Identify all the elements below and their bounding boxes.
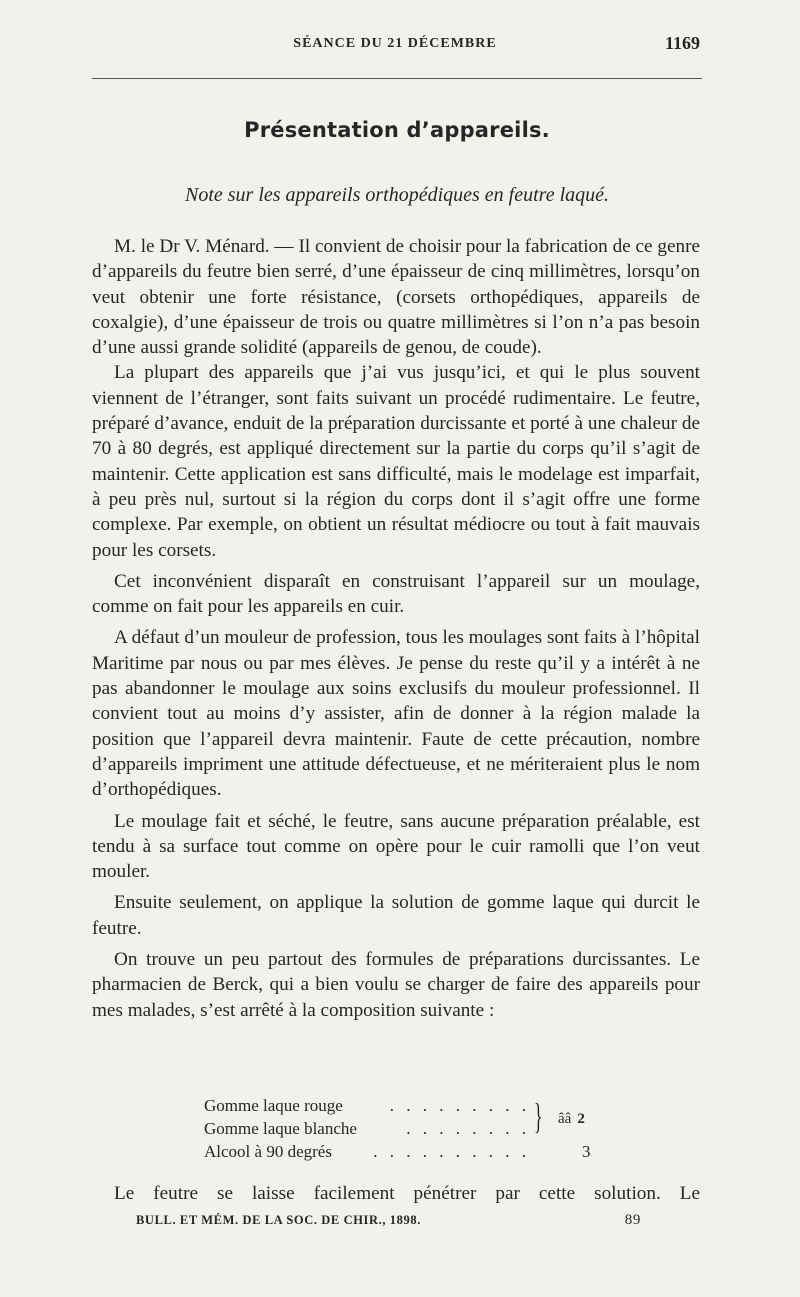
sheet-number: 89: [624, 1212, 641, 1228]
ingredient-name: Gomme laque rouge: [204, 1094, 349, 1117]
header-rule: [92, 78, 702, 79]
leader-dots: . . . . . . . .: [406, 1119, 530, 1138]
quantity-value: 2: [577, 1111, 585, 1127]
recipe-row: [204, 1140, 604, 1163]
paragraph-5: Le moulage fait et séché, le feutre, sans aucune préparation préalable, est tendu à sa surface tout comme on opère pour le cuir ramolli que l’on veut mouler.: [92, 810, 700, 883]
article-subtitle: Note sur les appareils orthopédiques en feutre laqué.: [184, 184, 610, 206]
running-title: SÉANCE DU 21 DÉCEMBRE: [293, 36, 497, 51]
continuation-line: Le feutre se laisse facilement pénétrer par cette solution. Le: [114, 1183, 700, 1204]
paragraph-3: Cet inconvénient disparaît en construisant l’appareil sur un moulage, comme on fait pour les appareils en cuir.: [92, 570, 700, 618]
paragraph-2: La plupart des appareils que j’ai vus jusqu’ici, et qui le plus souvent viennent de l’étranger, sont faits suivant un procédé rudimentaire. Le feutre, préparé d’avance, enduit de la préparation durcissante et porté à une chaleur de 70 à 80 degrés, est appliqué directement sur la partie du corps qu’il s’agit de maintenir. Cette application est sans difficulté, mais le modelage est imparfait, à peu près nul, surtout si la région du corps dont il s’agit offre une forme complexe. Par exemple, on obtient un résultat médiocre ou tout à fait mauvais pour les corsets.: [92, 362, 700, 561]
paragraph-1: M. le Dr V. Ménard. — Il convient de choisir pour la fabrication de ce genre d’appareils du feutre bien serré, d’une épaisseur de cinq millimètres, lorsqu’on veut obtenir une forte résistance, (corsets orthopédiques, appareils de coxalgie), d’une épaisseur de trois ou quatre millimètres si l’on n’a pas besoin d’une aussi grande solidité (appareils de genou, de coude).: [92, 236, 700, 359]
quantity-prefix: ââ: [558, 1111, 572, 1127]
recipe-row: [204, 1094, 604, 1117]
paragraph-7: On trouve un peu partout des formules de préparations durcissantes. Le pharmacien de Berck, qui a bien voulu se charger de faire des appareils pour mes malades, s’est arrêté à la composition suivante :: [92, 949, 700, 1021]
recipe-table: [204, 1094, 604, 1163]
paragraph-4: A défaut d’un mouleur de profession, tous les moulages sont faits à l’hôpital Maritime par nous ou par mes élèves. Je pense du reste qu’il y a intérêt à ne pas abandonner le moulage aux soins exclusifs du mouleur professionnel. Il convient tout au moins d’y assister, afin de donner à la région malade la position que l’appareil devra maintenir. Faute de cette précaution, nombre d’appareils impriment une attitude défectueuse, et ne mériteraient plus le nom d’orthopédiques.: [92, 627, 700, 801]
leader-dots: . . . . . . . . .: [389, 1096, 530, 1115]
paragraph-6: Ensuite seulement, on applique la solution de gomme laque qui durcit le feutre.: [92, 892, 700, 939]
article-body: [92, 234, 700, 1023]
ingredient-name: Gomme laque blanche: [204, 1117, 363, 1140]
page-number: 1169: [664, 33, 700, 53]
ingredient-name: Alcool à 90 degrés: [204, 1140, 338, 1163]
page-footer: [136, 1213, 641, 1228]
journal-citation: BULL. ET MÉM. DE LA SOC. DE CHIR., 1898.: [136, 1213, 421, 1227]
shared-quantity: [558, 1108, 585, 1131]
brace-symbol: }: [534, 1096, 543, 1136]
recipe-row: [204, 1117, 604, 1140]
section-title: Présentation d’appareils.: [244, 118, 550, 142]
leader-dots: . . . . . . . . . .: [373, 1142, 530, 1161]
ingredient-quantity: 3: [582, 1142, 591, 1161]
